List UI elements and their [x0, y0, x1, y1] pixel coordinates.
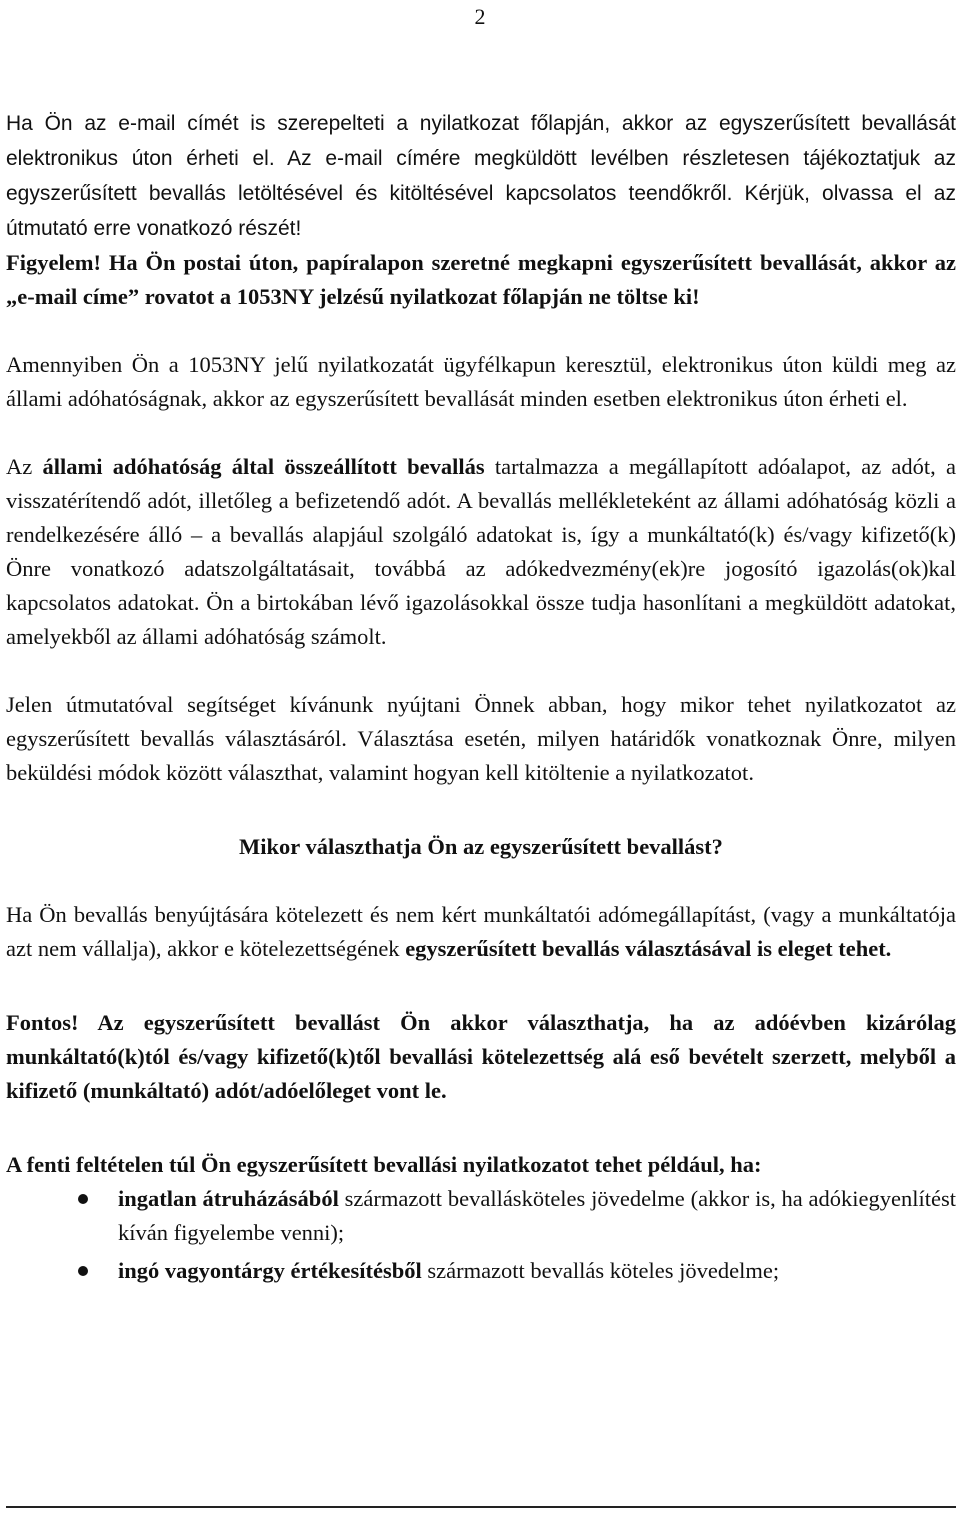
obligation-bold-text: egyszerűsített bevallás választásával is eleget tehet. — [405, 936, 892, 961]
section-heading: Mikor választhatja Ön az egyszerűsített bevallást? — [239, 834, 723, 859]
ugyfelkapu-paragraph: Amennyiben Ön a 1053NY jelű nyilatkozatát ügyfélkapun keresztül, elektronikus úton küldi meg az állami adóhatóságnak, akkor az egyszerűsített bevallását minden esetben elektronikus úton érheti el. — [6, 352, 956, 411]
important-paragraph: Fontos! Az egyszerűsített bevallást Ön akkor választhatja, ha az adóévben kizárólag munkáltató(k)tól és/vagy kifizető(k)től bevallási kötelezettség alá eső bevételt szerzett, melyből a kifizető (munkáltató) adót/adóelőleget vont le. — [6, 1010, 956, 1103]
obligation-paragraph: Ha Ön bevallás benyújtására kötelezett és nem kért munkáltatói adómegállapítást, (vagy a munkáltatója azt nem vállalja), akkor e kötelezettségének egyszerűsített bevallás választásával is eleget tehet. — [6, 902, 956, 961]
bullet-icon — [78, 1266, 88, 1276]
email-info-text: Ha Ön az e-mail címét is szerepelteti a nyilatkozat főlapján, akkor az egyszerűsített bevallását elektronikus úton érheti el. Az e-mail címére megküldött levélben részletesen tájékoztatjuk az egyszerűsített bevallás letöltésével és kitöltésével kapcsolatos teendőkről. Kérjük, olvassa el az útmutató erre vonatkozó részét! — [6, 112, 956, 240]
conditions-intro: A fenti feltételen túl Ön egyszerűsített bevallási nyilatkozatot tehet például, ha: — [6, 1152, 762, 1177]
list-item: ingó vagyontárgy értékesítésből származott bevallás köteles jövedelme; — [6, 1254, 956, 1288]
warning-paragraph: Figyelem! Ha Ön postai úton, papíralapon szeretné megkapni egyszerűsített bevallását, akkor az „e-mail címe” rovatot a 1053NY jelzésű nyilatkozat főlapján ne töltse ki! — [6, 250, 956, 309]
conditions-list — [6, 1182, 956, 1288]
page-number: 2 — [474, 4, 486, 29]
bevallas-bold-term: állami adóhatóság által összeállított bevallás — [42, 454, 485, 479]
email-info-paragraph — [6, 106, 956, 246]
guide-purpose-paragraph: Jelen útmutatóval segítséget kívánunk nyújtani Önnek abban, hogy mikor tehet nyilatkozatot az egyszerűsített bevallás választásáról. Választása esetén, milyen határidők vonatkoznak Önre, milyen beküldési módok között választhat, valamint hogyan kell kitöltenie a nyilatkozatot. — [6, 692, 956, 785]
bevallas-content-paragraph: Az állami adóhatóság által összeállított bevallás tartalmazza a megállapított adóalapot, az adót, a visszatérítendő adót, illetőleg a befizetendő adót. A bevallás mellékleteként az állami adóhatóság közli a rendelkezésére álló – a bevallás alapjául szolgáló adatokat is, így a munkáltató(k) és/vagy kifizető(k) Önre vonatkozó adatszolgáltatásait, továbbá az adókedvezmény(ek)re jogosító igazolás(ok)kal kapcsolatos adatokat. Ön a birtokában lévő igazolásokkal össze tudja hasonlítani a megküldött adatokat, amelyekből az állami adóhatóság számolt. — [6, 454, 956, 649]
page-bottom-rule — [6, 1506, 956, 1508]
document-body — [6, 106, 956, 1292]
bullet-icon — [78, 1194, 88, 1204]
list-item: ingatlan átruházásából származott bevallásköteles jövedelme (akkor is, ha adókiegyenlítést kíván figyelembe venni); — [6, 1182, 956, 1250]
